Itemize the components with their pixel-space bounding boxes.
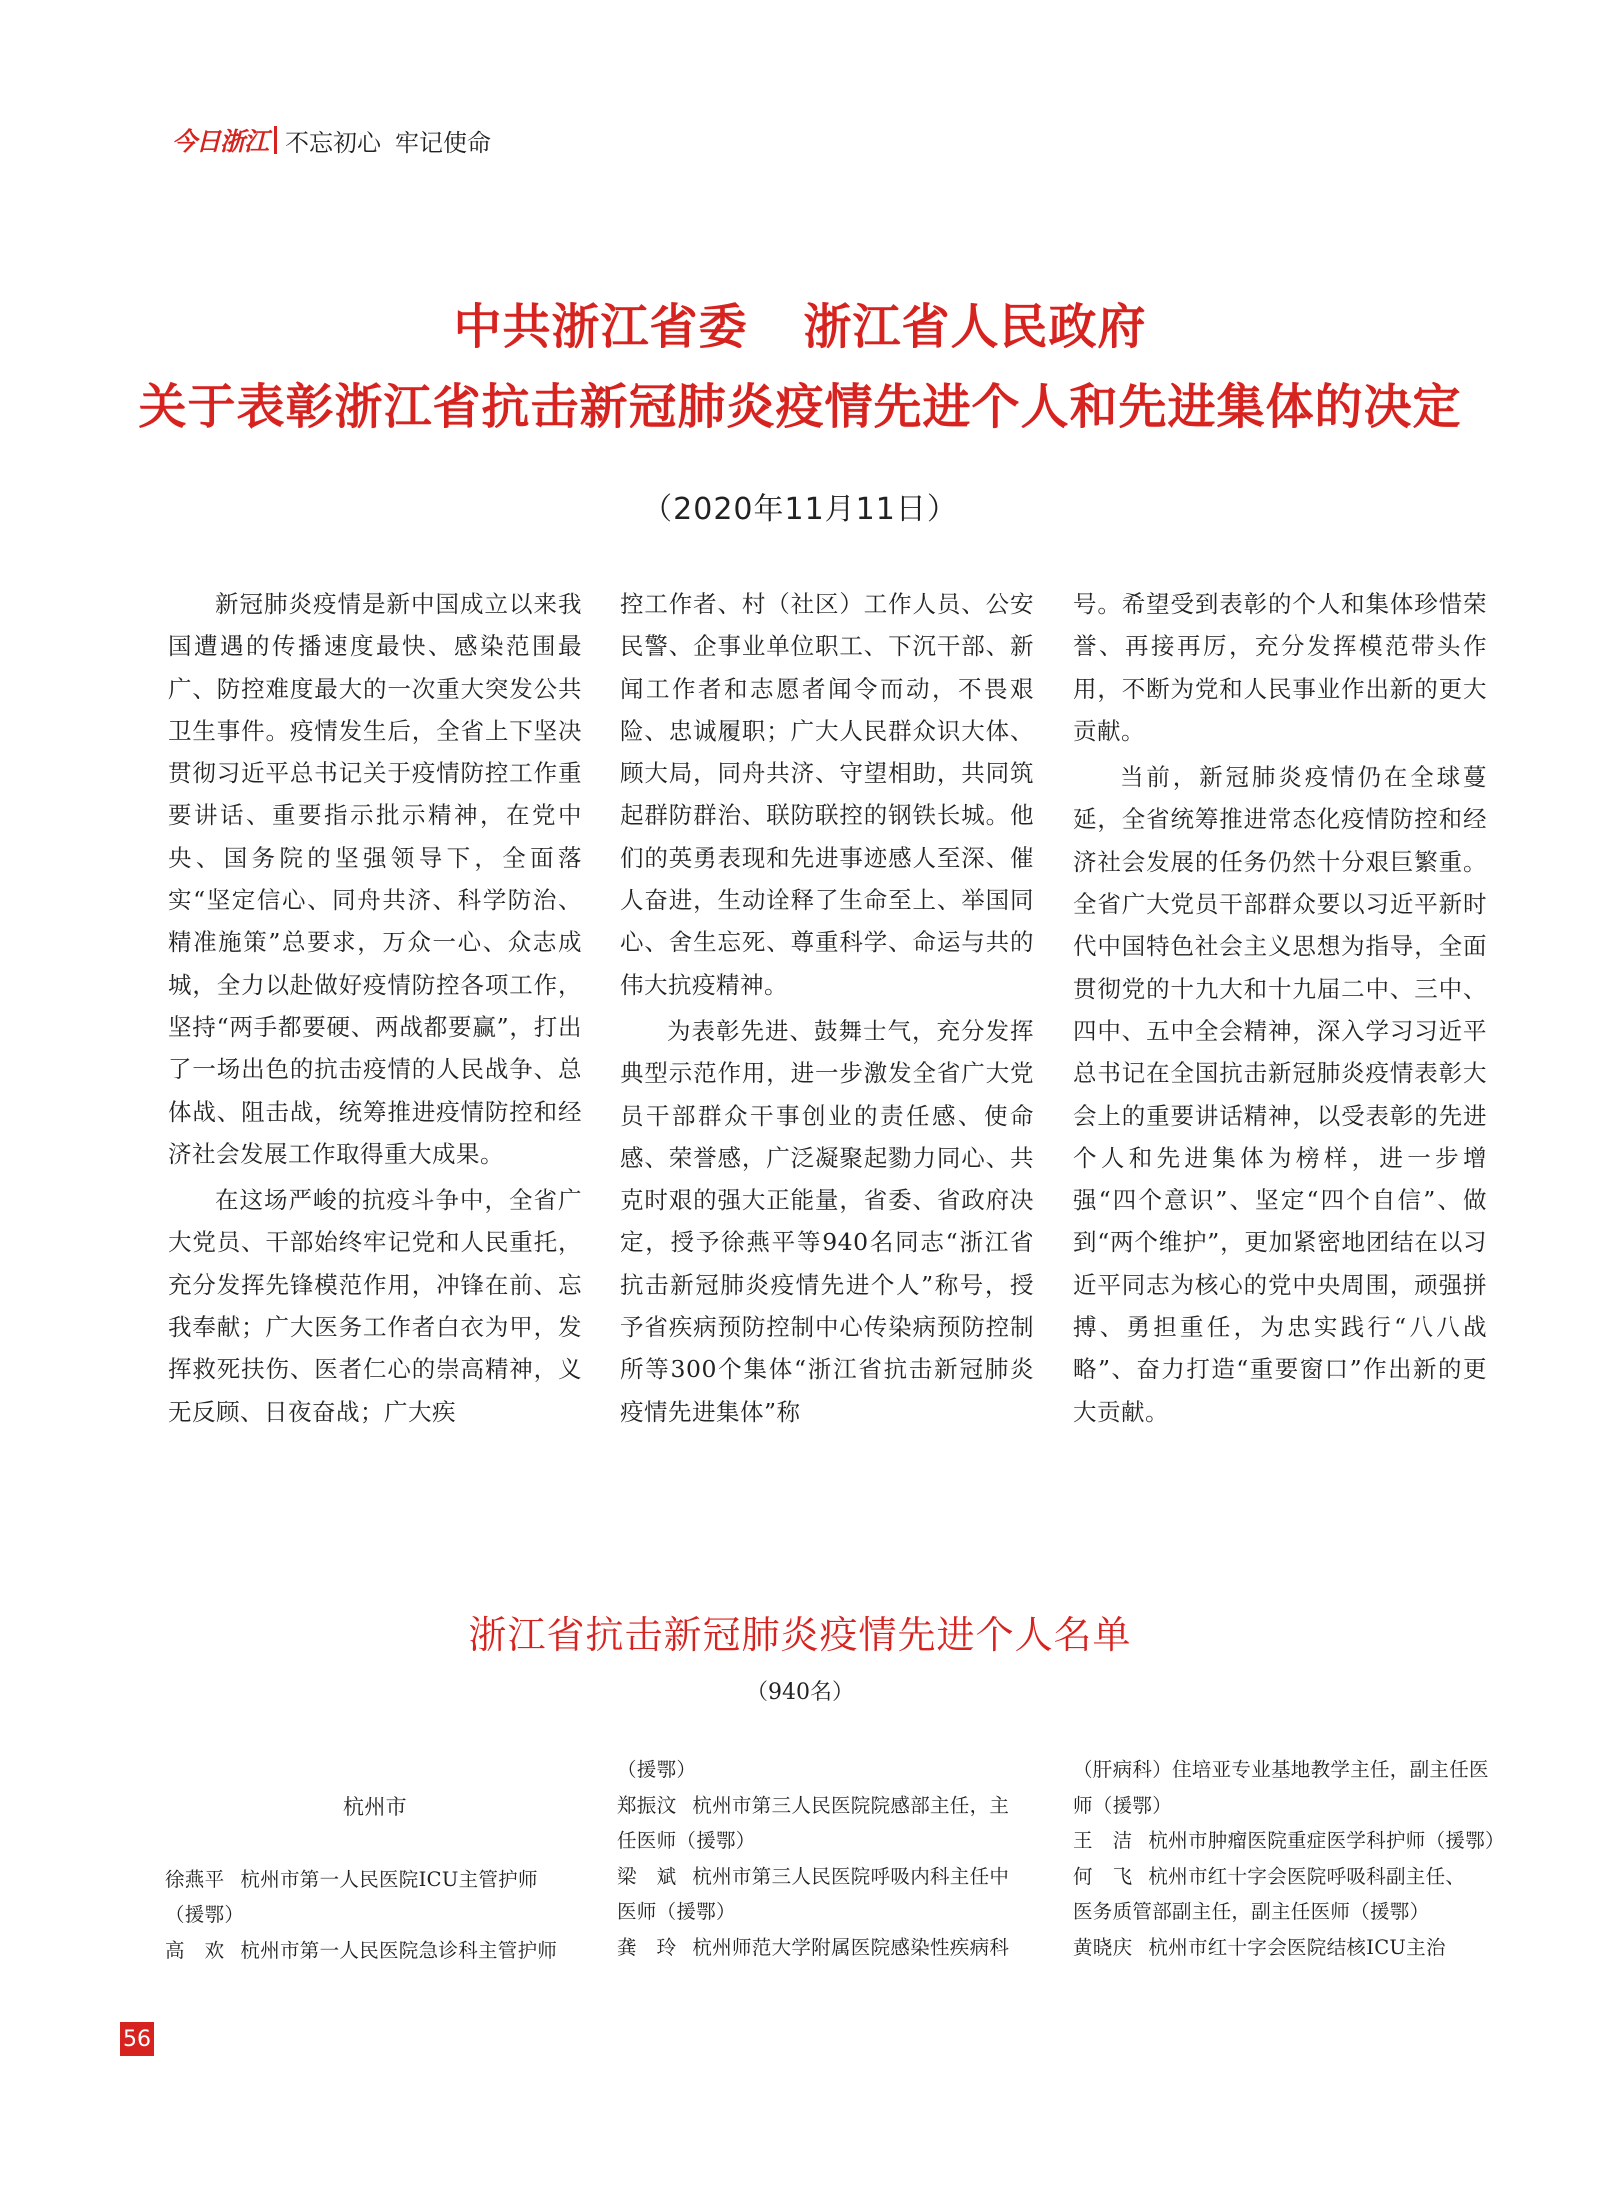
issuer-party-committee: 中共浙江省委 (453, 299, 748, 355)
list-item (1073, 1823, 1505, 1859)
honoree-name: 何 飞 (1073, 1864, 1133, 1888)
document-date: （2020年11月11日） (642, 492, 958, 527)
honoree-name: 黄晓庆 (1073, 1935, 1133, 1959)
honoree-title-cont: 医务质管部副主任，副主任医师（援鄂） (1073, 1900, 1430, 1924)
body-column-1 (168, 583, 582, 1437)
honoree-name: 王 洁 (1073, 1829, 1133, 1853)
honoree-title: 杭州市肿瘤医院重症医学科护师（援鄂） (1148, 1829, 1505, 1853)
paragraph-1: 新冠肺炎疫情是新中国成立以来我国遭遇的传播速度最快、感染范围最广、防控难度最大的一次重大突发公共卫生事件。疫情发生后，全省上下坚决贯彻习近平总书记关于疫情防控工作重要讲话、重要指示批示精神，在党中央、国务院的坚强领导下，全面落实“坚定信心、同舟共济、科学防治、精准施策”总要求，万众一心、众志成城，全力以赴做好疫情防控各项工作，坚持“两手都要硬、两战都要赢”，打出了一场出色的抗击疫情的人民战争、总体战、阻击战，统筹推进疫情防控和经济社会发展工作取得重大成果。 (168, 590, 582, 1168)
honoree-list-column-1 (165, 1752, 585, 1968)
page-number: 56 (120, 2022, 154, 2056)
slogan-part-2: 牢记使命 (395, 128, 492, 157)
list-item (617, 1859, 1037, 1930)
honoree-title: 杭州市第三人民医院院感部主任，主 (692, 1793, 1010, 1817)
list-item (617, 1930, 1037, 1966)
honoree-name: 高 欢 (165, 1938, 225, 1962)
paragraph-2-end: 控工作者、村（社区）工作人员、公安民警、企事业单位职工、下沉干部、新闻工作者和志愿者闻令而动，不畏艰险、忠诚履职；广大人民群众识大体、顾大局，同舟共济、守望相助，共同筑起群防群治、联防联控的钢铁长城。他们的英勇表现和先进事迹感人至深、催人奋进，生动诠释了生命至上、举国同心、舍生忘死、尊重科学、命运与共的伟大抗疫精神。 (620, 590, 1034, 999)
header-divider (274, 126, 277, 154)
list-item (1073, 1859, 1493, 1930)
honoree-title-cont: 医师（援鄂） (617, 1900, 736, 1924)
paragraph-3-start: 为表彰先进、鼓舞士气，充分发挥典型示范作用，进一步激发全省广大党员干部群众干事创业的责任感、使命感、荣誉感，广泛凝聚起勠力同心、共克时艰的强大正能量，省委、省政府决定，授予徐燕平等940名同志“浙江省抗击新冠肺炎疫情先进个人”称号，授予省疾病预防控制中心传染病预防控制所等300个集体“浙江省抗击新冠肺炎疫情先进集体”称 (620, 1016, 1034, 1426)
city-heading: 杭州市 (343, 1795, 407, 1819)
paragraph-4: 当前，新冠肺炎疫情仍在全球蔓延，全省统筹推进常态化疫情防控和经济社会发展的任务仍然十分艰巨繁重。全省广大党员干部群众要以习近平新时代中国特色社会主义思想为指导，全面贯彻党的十九大和十九届二中、三中、四中、五中全会精神，深入学习习近平总书记在全国抗击新冠肺炎疫情表彰大会上的重要讲话精神，以受表彰的先进个人和先进集体为榜样，进一步增强“四个意识”、坚定“四个自信”、做到“两个维护”，更加紧密地团结在以习近平同志为核心的党中央周围，顽强拼搏、勇担重任，为忠实践行“八八战略”、奋力打造“重要窗口”作出新的更大贡献。 (1073, 763, 1487, 1426)
issuer-provincial-government: 浙江省人民政府 (803, 299, 1147, 355)
honoree-title-cont: （援鄂） (165, 1903, 245, 1927)
honoree-list-column-2 (617, 1752, 1037, 1966)
honoree-title-cont: 任医师（援鄂） (617, 1829, 756, 1853)
list-item (165, 1862, 585, 1933)
header-slogan (285, 123, 491, 158)
honoree-title-cont: （肝病科）住培亚专业基地教学主任，副主任医 (1073, 1758, 1489, 1781)
document-title-line2: 关于表彰浙江省抗击新冠肺炎疫情先进个人和先进集体的决定 (138, 379, 1462, 435)
honoree-title: 杭州师范大学附属医院感染性疾病科 (692, 1935, 1010, 1959)
honoree-title: 杭州市第一人民医院急诊科主管护师 (240, 1938, 558, 1962)
magazine-header (172, 122, 491, 158)
honoree-name: 龚 玲 (617, 1935, 677, 1959)
paragraph-2-start: 在这场严峻的抗疫斗争中，全省广大党员、干部始终牢记党和人民重托，充分发挥先锋模范作用，冲锋在前、忘我奉献；广大医务工作者白衣为甲，发挥救死扶伤、医者仁心的崇高精神，义无反顾、日夜奋战；广大疾 (168, 1186, 582, 1426)
document-title-line1 (0, 288, 1600, 357)
list-item (1073, 1930, 1493, 1966)
honoree-name: 梁 斌 (617, 1864, 677, 1888)
honoree-title: 杭州市红十字会医院呼吸科副主任、 (1148, 1864, 1466, 1888)
honoree-list-column-3 (1073, 1752, 1505, 1966)
honoree-title: 杭州市第三人民医院呼吸内科主任中 (692, 1864, 1010, 1888)
body-column-2 (620, 583, 1034, 1437)
slogan-part-1: 不忘初心 (285, 128, 382, 157)
honoree-title: 杭州市红十字会医院结核ICU主治 (1148, 1935, 1446, 1959)
list-item (165, 1933, 585, 1969)
magazine-logo: 今日浙江 (172, 127, 269, 156)
body-column-3 (1073, 583, 1487, 1437)
list-item (617, 1788, 1037, 1859)
honoree-title-cont: （援鄂） (617, 1758, 697, 1781)
honoree-count: （940名） (746, 1680, 854, 1705)
honoree-title-cont: 师（援鄂） (1073, 1793, 1173, 1817)
honoree-name: 郑振汶 (617, 1793, 677, 1817)
honoree-list-title: 浙江省抗击新冠肺炎疫情先进个人名单 (468, 1613, 1132, 1657)
paragraph-3-end: 号。希望受到表彰的个人和集体珍惜荣誉、再接再厉，充分发挥模范带头作用，不断为党和人民事业作出新的更大贡献。 (1073, 590, 1487, 745)
honoree-name: 徐燕平 (165, 1867, 225, 1891)
honoree-title: 杭州市第一人民医院ICU主管护师 (240, 1867, 538, 1891)
